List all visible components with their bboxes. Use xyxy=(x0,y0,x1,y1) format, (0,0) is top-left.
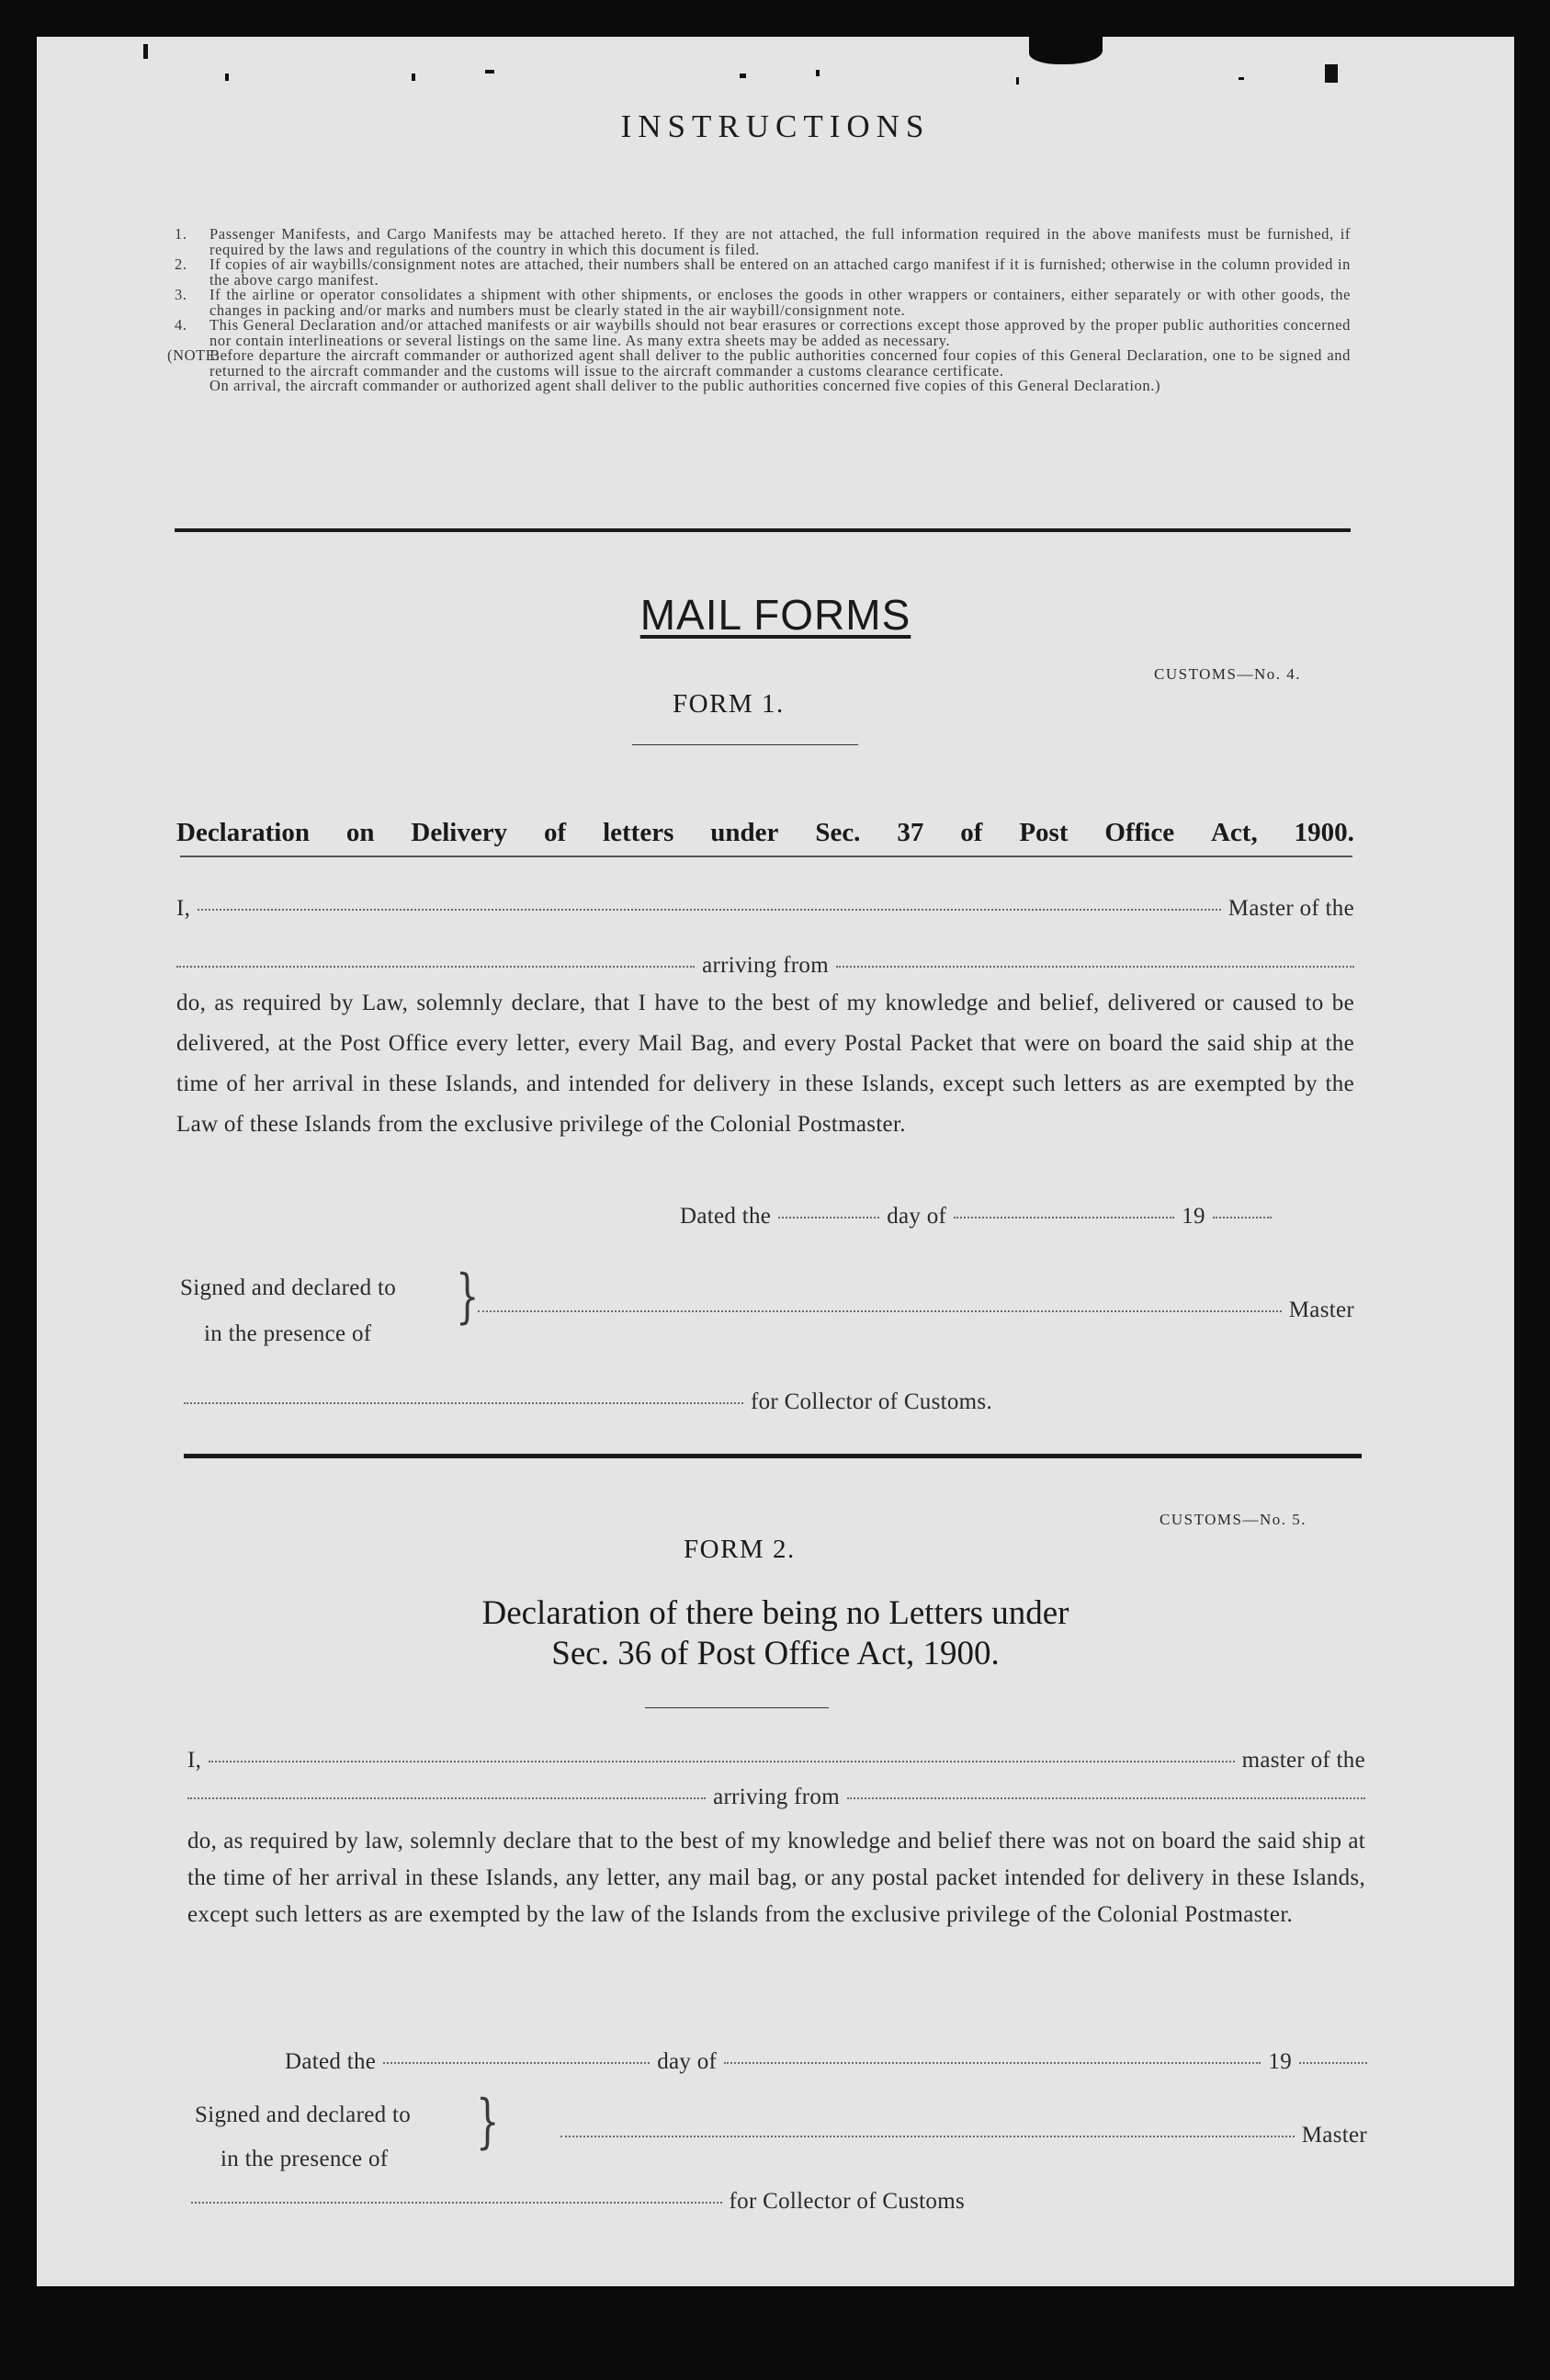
line-label: for Collector of Customs xyxy=(729,2189,965,2214)
form-2-arriving-line xyxy=(187,1785,1365,1810)
form-1-signature-line xyxy=(478,1298,1354,1323)
heading-word: Office xyxy=(1104,818,1175,847)
thin-divider xyxy=(180,856,1352,857)
instruction-item xyxy=(175,257,1351,288)
heading-word: under xyxy=(710,818,779,847)
form-2-declaration-text: do, as required by law, solemnly declare that to the best of my knowledge and belief there was not on board the said ship at the time of her arrival in these Islands, any letter, any mail bag, or any postal packet intended for delivery in these Islands, except such letters as are exempted by the law of the Islands from the exclusive privilege of the Colonial Postmaster. xyxy=(187,1829,1365,1927)
brace-glyph: } xyxy=(476,2088,500,2156)
form-1-declaration-text: do, as required by Law, solemnly declare, that I have to the best of my knowledge and belief, delivered or caused to be delivered, at the Post Office every letter, every Mail Bag, and every Postal Packet that were on board the said ship at the time of her arrival in these Islands, and intended for delivery in these Islands, except such letters as are exempted by the Law of these Islands from the exclusive privilege of the Colonial Postmaster. xyxy=(176,991,1354,1137)
line-label: Master xyxy=(1301,2123,1367,2148)
scan-speck xyxy=(412,74,415,81)
form-2-master-line xyxy=(187,1748,1365,1774)
presence-label: in the presence of xyxy=(221,2147,389,2171)
form-1-master-line xyxy=(176,896,1354,922)
scan-speck xyxy=(816,70,820,76)
year-blank[interactable] xyxy=(1213,1217,1272,1218)
scan-speck xyxy=(1325,64,1338,83)
presence-label: in the presence of xyxy=(204,1321,372,1346)
instruction-number: 2. xyxy=(175,255,187,273)
day-blank[interactable] xyxy=(778,1217,879,1218)
heading-word: letters xyxy=(603,818,674,847)
line-label: I, xyxy=(176,896,191,921)
line-label: I, xyxy=(187,1748,202,1773)
instruction-item xyxy=(175,227,1351,257)
heading-word: Declaration xyxy=(176,818,310,847)
name-blank[interactable] xyxy=(209,1761,1234,1762)
line-label: arriving from xyxy=(713,1785,840,1809)
month-blank[interactable] xyxy=(724,2062,1261,2064)
month-blank[interactable] xyxy=(954,1217,1174,1218)
form-page xyxy=(37,37,1514,2286)
line-label: master of the xyxy=(1241,1748,1365,1773)
signed-label: Signed and declared to xyxy=(180,1275,396,1300)
year-blank[interactable] xyxy=(1299,2062,1367,2064)
heading-line: Sec. 36 of Post Office Act, 1900. xyxy=(551,1635,1000,1672)
line-label: Master xyxy=(1288,1298,1354,1322)
line-label: Master of the xyxy=(1228,896,1354,921)
heading-word: Post xyxy=(1019,818,1069,847)
heading-word: of xyxy=(544,818,567,847)
scan-speck xyxy=(1239,77,1244,80)
heading-word: Delivery xyxy=(411,818,508,847)
ship-name-blank[interactable] xyxy=(176,966,695,968)
form-2-title: FORM 2. xyxy=(684,1535,796,1564)
form-2-date-line xyxy=(285,2049,1367,2075)
heading-word: Sec. xyxy=(815,818,861,847)
master-signature-blank[interactable] xyxy=(478,1310,1282,1312)
line-label: 19 xyxy=(1268,2049,1292,2074)
instruction-item xyxy=(175,318,1351,348)
scan-speck xyxy=(143,44,148,59)
brace-glyph: } xyxy=(456,1263,480,1331)
instruction-note xyxy=(167,346,1351,394)
form-2-signature-line xyxy=(560,2123,1367,2148)
note-text: Before departure the aircraft commander or authorized agent shall deliver to the public authorities concerned four copies of this General Declaration, one to be signed and returned to the aircraft commander and the customs will issue to the aircraft commander a customs clearance certificate. xyxy=(209,346,1351,380)
note-text: On arrival, the aircraft commander or authorized agent shall deliver to the public authorities concerned five copies of this General Declaration.) xyxy=(209,377,1161,394)
origin-blank[interactable] xyxy=(847,1797,1365,1799)
name-blank[interactable] xyxy=(198,909,1221,911)
scan-speck xyxy=(485,70,494,74)
origin-blank[interactable] xyxy=(836,966,1354,968)
heading-word: on xyxy=(345,818,375,847)
instruction-text: If copies of air waybills/consignment notes are attached, their numbers shall be entered on an attached cargo manifest if it is furnished; otherwise in the column provided in the above cargo manifest. xyxy=(209,255,1351,289)
master-signature-blank[interactable] xyxy=(560,2136,1295,2137)
day-blank[interactable] xyxy=(383,2062,650,2064)
line-label: Dated the xyxy=(285,2049,377,2074)
line-label: 19 xyxy=(1182,1204,1205,1229)
form-1-date-line xyxy=(680,1204,1354,1230)
form-2-collector-line xyxy=(191,2189,965,2215)
heading-line: Declaration of there being no Letters under xyxy=(481,1594,1069,1632)
title-rule xyxy=(645,1707,829,1708)
torn-corner xyxy=(1029,37,1103,64)
heading-word: 1900. xyxy=(1294,818,1354,847)
section-divider xyxy=(184,1454,1362,1458)
instruction-number: 3. xyxy=(175,286,187,303)
heading-word: Act, xyxy=(1210,818,1258,847)
ship-name-blank[interactable] xyxy=(187,1797,706,1799)
instructions-title: INSTRUCTIONS xyxy=(620,108,931,144)
instruction-number: 4. xyxy=(175,316,187,334)
instructions-list xyxy=(167,225,1351,394)
customs-number: CUSTOMS—No. 5. xyxy=(1160,1511,1307,1528)
section-divider xyxy=(175,528,1351,532)
line-label: for Collector of Customs. xyxy=(750,1389,992,1414)
scan-speck xyxy=(225,74,229,81)
heading-word: 37 xyxy=(897,818,924,847)
instruction-text: Passenger Manifests, and Cargo Manifests may be attached hereto. If they are not attached, the full information required in the above manifests must be furnished, if required by the laws and regulations of the country in which this document is filed. xyxy=(209,225,1351,258)
instruction-text: This General Declaration and/or attached manifests or air waybills should not bear erasures or corrections except those approved by the proper public authorities concerned nor contain interlineations or several listings on the same line. As many extra sheets may be added as necessary. xyxy=(209,316,1351,349)
form-1-declaration-heading xyxy=(176,818,1354,848)
line-label: day of xyxy=(657,2049,718,2074)
line-label: arriving from xyxy=(702,953,829,978)
instruction-number: 1. xyxy=(175,225,187,243)
form-2-declaration-heading xyxy=(37,1593,1514,1674)
scan-speck xyxy=(740,74,746,78)
customs-number: CUSTOMS—No. 4. xyxy=(1154,665,1302,683)
line-label: Dated the xyxy=(680,1204,772,1229)
form-1-arriving-line xyxy=(176,953,1354,979)
collector-signature-blank[interactable] xyxy=(191,2202,722,2204)
collector-signature-blank[interactable] xyxy=(184,1402,743,1404)
title-rule xyxy=(632,744,858,745)
heading-word: of xyxy=(960,818,983,847)
instruction-item xyxy=(175,288,1351,318)
scan-speck xyxy=(1016,77,1019,85)
note-label: (NOTE: xyxy=(167,346,221,364)
instruction-text: If the airline or operator consolidates a shipment with other shipments, or encloses the goods in other wrappers or containers, either separately or with other goods, the changes in packing and/or marks and numbers must be clearly stated in the air waybill/consignment note. xyxy=(209,286,1351,319)
form-1-title: FORM 1. xyxy=(673,689,785,719)
mail-forms-title: MAIL FORMS xyxy=(639,591,911,639)
signed-label: Signed and declared to xyxy=(195,2102,411,2127)
line-label: day of xyxy=(887,1204,947,1229)
form-1-collector-line xyxy=(184,1389,992,1415)
